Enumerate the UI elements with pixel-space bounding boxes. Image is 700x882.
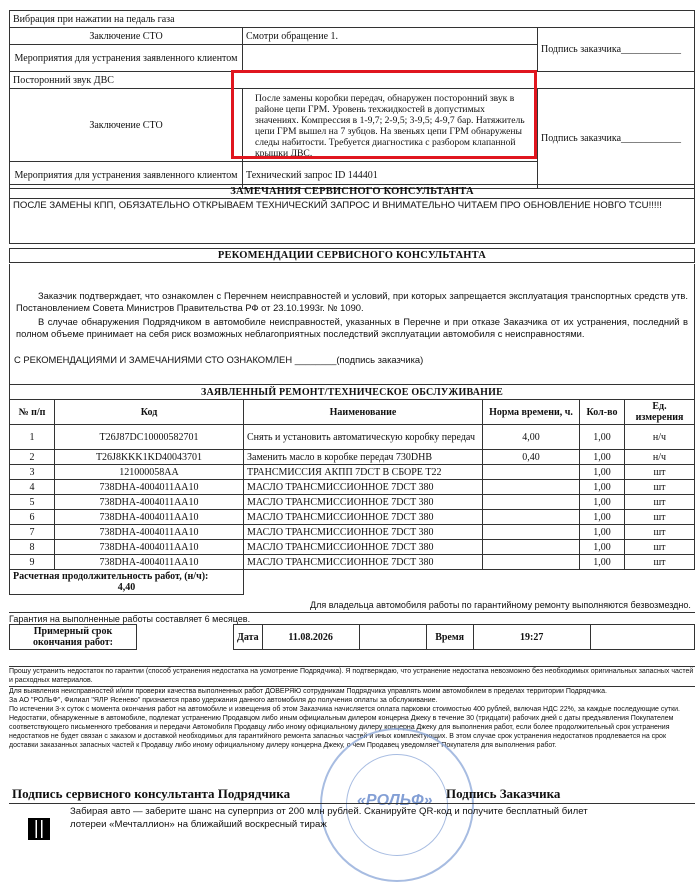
row-norm: 0,40 <box>483 450 580 465</box>
works-title: ЗАЯВЛЕННЫЙ РЕМОНТ/ТЕХНИЧЕСКОЕ ОБСЛУЖИВАНИЕ <box>10 385 695 400</box>
complaint-2: Посторонний звук ДВС <box>10 72 695 89</box>
row-code: T26J87DC10000582701 <box>55 425 244 450</box>
row-name: ТРАНСМИССИЯ АКПП 7DCT В СБОРЕ T22 <box>244 465 483 480</box>
table-row <box>10 495 695 510</box>
row-name: МАСЛО ТРАНСМИССИОННОЕ 7DCT 380 <box>244 555 483 570</box>
sign-line: ____________ <box>621 133 682 144</box>
table-row <box>10 480 695 495</box>
row-qty: 1,00 <box>580 425 625 450</box>
row-name: МАСЛО ТРАНСМИССИОННОЕ 7DCT 380 <box>244 480 483 495</box>
row-code: 738DHA-4004011AA10 <box>55 480 244 495</box>
row-code: 121000058AA <box>55 465 244 480</box>
conclusion-label-1: Заключение СТО <box>10 28 243 45</box>
row-num: 7 <box>10 525 55 540</box>
row-qty: 1,00 <box>580 510 625 525</box>
works-header-row <box>10 400 695 425</box>
row-qty: 1,00 <box>580 495 625 510</box>
table-row <box>10 555 695 570</box>
guarantee-note: Гарантия на выполненные работы составляет 6 месяцев. <box>9 612 695 624</box>
conclusion-label-2: Заключение СТО <box>10 89 243 162</box>
customer-sign-label: Подпись заказчика <box>541 44 622 55</box>
remarks-section <box>9 184 695 244</box>
row-unit: н/ч <box>625 450 695 465</box>
recommendations-title: РЕКОМЕНДАЦИИ СЕРВИСНОГО КОНСУЛЬТАНТА <box>10 249 695 263</box>
row-name: Снять и установить автоматическую коробку передач <box>244 425 483 450</box>
fine-print-3: За АО "РОЛЬФ", Филиал "ЯЛР Ясенево" признается право удержания данного автомобиля до получения оплаты за обслуживание. <box>9 697 438 704</box>
sign-line: ____________ <box>621 44 682 55</box>
table-row <box>10 525 695 540</box>
row-unit: шт <box>625 540 695 555</box>
col-header-qty: Кол-во <box>580 400 625 425</box>
customer-sign-1 <box>538 28 695 72</box>
signature-divider <box>9 803 695 804</box>
customer-sign-2 <box>538 89 695 189</box>
complaint-1: Вибрация при нажатии на педаль газа <box>10 11 695 28</box>
col-header-num: № п/п <box>10 400 55 425</box>
row-name: Заменить масло в коробке передач 730DHB <box>244 450 483 465</box>
row-num: 9 <box>10 555 55 570</box>
row-name: МАСЛО ТРАНСМИССИОННОЕ 7DCT 380 <box>244 510 483 525</box>
row-norm <box>483 510 580 525</box>
time-value: 19:27 <box>473 625 590 650</box>
col-header-unit: Ед. измерения <box>625 400 695 425</box>
row-qty: 1,00 <box>580 465 625 480</box>
recommendations-body <box>9 264 695 384</box>
conclusion-value-1: Смотри обращение 1. <box>243 28 538 45</box>
completion-table <box>9 624 695 650</box>
row-code: 738DHA-4004011AA10 <box>55 555 244 570</box>
row-qty: 1,00 <box>580 540 625 555</box>
duration-value: 4,40 <box>117 582 136 593</box>
recommendations-para-2: В случае обнаружения Подрядчиком в автомобиле неисправностей, указанных в Перечне и при отказе Заказчика от их устранения, последний в полном объеме принимает на себя риск возможных неблагоприятных последствий эксплуатации автомобиля с неисправностями. <box>16 316 688 339</box>
conclusion-value-2: После замены коробки передач, обнаружен посторонний звук в районе цепи ГРМ. Уровень техжидкостей в допустимых значениях. Компрессия в 1-9,7; 2-9,5; 3-9,5; 4-9,7 бар. Натяжитель цепи ГРМ вышел на 7 зубцов. На звеньях цепи ГРМ обнаружены следы набитости. Требуется диагностика с разбором клапанной крышки ДВС. <box>243 89 538 162</box>
date-value: 11.08.2026 <box>262 625 359 650</box>
row-num: 2 <box>10 450 55 465</box>
row-unit: шт <box>625 555 695 570</box>
fine-print-2: Для выявления неисправностей и/или проверки качества выполненных работ ДОВЕРЯЮ сотрудникам Подрядчика управлять моим автомобилем в пределах территории Подрядчика. <box>9 688 607 695</box>
row-name: МАСЛО ТРАНСМИССИОННОЕ 7DCT 380 <box>244 495 483 510</box>
row-qty: 1,00 <box>580 555 625 570</box>
row-unit: н/ч <box>625 425 695 450</box>
row-num: 6 <box>10 510 55 525</box>
row-code: 738DHA-4004011AA10 <box>55 540 244 555</box>
row-qty: 1,00 <box>580 480 625 495</box>
row-unit: шт <box>625 525 695 540</box>
highlight-box <box>231 70 537 159</box>
row-norm: 4,00 <box>483 425 580 450</box>
duration-label: Расчетная продолжительность работ, (н/ч): <box>13 571 209 582</box>
table-row <box>10 465 695 480</box>
measures-label-1: Мероприятия для устранения заявленного клиентом <box>10 45 243 72</box>
promo-line-2: лотереи «Мечталлион» на ближайший воскресный тираж <box>70 819 327 830</box>
row-norm <box>483 480 580 495</box>
remarks-text: ПОСЛЕ ЗАМЕНЫ КПП, ОБЯЗАТЕЛЬНО ОТКРЫВАЕМ ТЕХНИЧЕСКИЙ ЗАПРОС И ВНИМАТЕЛЬНО ЧИТАЕМ ПРО ОБНОВЛЕНИЕ НОВГО TCU!!!!! <box>10 199 695 244</box>
qr-code-icon[interactable] <box>28 818 50 840</box>
fine-print-4: По истечении 3-х суток с момента окончания работ на автомобиле и извещения об этом Заказчика начисляется оплата парковки стоимостью 400 рублей, включая НДС 22%, за каждые последующие сутки. <box>9 706 680 713</box>
row-name: МАСЛО ТРАНСМИССИОННОЕ 7DCT 380 <box>244 540 483 555</box>
recommendations-section <box>9 248 695 263</box>
completion-label: Примерный срок окончания работ: <box>10 625 137 650</box>
row-norm <box>483 465 580 480</box>
row-norm <box>483 525 580 540</box>
row-unit: шт <box>625 495 695 510</box>
row-norm <box>483 540 580 555</box>
col-header-code: Код <box>55 400 244 425</box>
row-num: 4 <box>10 480 55 495</box>
row-norm <box>483 495 580 510</box>
col-header-norm: Норма времени, ч. <box>483 400 580 425</box>
row-name: МАСЛО ТРАНСМИССИОННОЕ 7DCT 380 <box>244 525 483 540</box>
fine-print <box>9 666 695 750</box>
duration-row <box>10 570 695 595</box>
duration-cell <box>10 570 244 595</box>
row-qty: 1,00 <box>580 525 625 540</box>
works-table <box>9 384 695 595</box>
table-row <box>10 540 695 555</box>
agreement-sign: ________(подпись заказчика) <box>294 354 424 365</box>
table-row <box>10 450 695 465</box>
row-code: 738DHA-4004011AA10 <box>55 525 244 540</box>
works-rows <box>10 425 695 570</box>
remarks-title: ЗАМЕЧАНИЯ СЕРВИСНОГО КОНСУЛЬТАНТА <box>10 185 695 199</box>
stamp-text: «РОЛЬФ» <box>357 792 433 809</box>
row-unit: шт <box>625 510 695 525</box>
row-num: 3 <box>10 465 55 480</box>
col-header-name: Наименование <box>244 400 483 425</box>
measures-value-1 <box>243 45 538 72</box>
row-num: 1 <box>10 425 55 450</box>
row-qty: 1,00 <box>580 450 625 465</box>
row-code: 738DHA-4004011AA10 <box>55 495 244 510</box>
time-label: Время <box>426 625 473 650</box>
agreement-text: С РЕКОМЕНДАЦИЯМИ И ЗАМЕЧАНИЯМИ СТО ОЗНАКОМЛЕН <box>14 354 293 365</box>
promo-line-1: Забирая авто — заберите шанс на суперприз от 200 млн рублей. Сканируйте QR-код и получите бесплатный билет <box>70 806 588 817</box>
measures-value-2: Технический запрос ID 144401 <box>243 162 538 189</box>
row-unit: шт <box>625 480 695 495</box>
row-norm <box>483 555 580 570</box>
row-code: 738DHA-4004011AA10 <box>55 510 244 525</box>
fine-print-5: Недостатки, обнаруженные в автомобиле, подлежат устранению Продавцом либо иным официальным дилером концерна Джеку в течение 30 (тридцати) рабочих дней с даты предъявления Покупателем соответствующего письменного требования и передачи Автомобиля Продавцу либо иному официальному дилеру концерна Джеку для выполнения работ, если более продолжительный срок устранения недостатков не будет связан с заказом и доставкой необходимых для гарантийного ремонта запасных частей и иных комплектующих. В этом случае срок устранения недостатков продлевается на срок доставки заказанных запасных частей к Продавцу либо иному официальному дилеру концерна Джеку, о чем Продавец уведомляет Покупателя для выполнения работ. <box>9 715 674 749</box>
row-unit: шт <box>625 465 695 480</box>
customer-sign-label: Подпись заказчика <box>541 133 622 144</box>
row-num: 8 <box>10 540 55 555</box>
agreement-line <box>14 354 690 365</box>
recommendations-para-1: Заказчик подтверждает, что ознакомлен с Перечнем неисправностей и условий, при которых запрещается эксплуатация транспортных средств утв. Постановлением Совета Министров Правительства РФ от 23.10.1993г. № 1090. <box>16 290 688 313</box>
contractor-signature-label: Подпись сервисного консультанта Подрядчика <box>12 786 291 801</box>
row-code: T26J8KKK1KD40043701 <box>55 450 244 465</box>
table-row <box>10 425 695 450</box>
measures-label-2: Мероприятия для устранения заявленного клиентом <box>10 162 243 189</box>
date-label: Дата <box>234 625 263 650</box>
company-stamp <box>320 728 474 882</box>
fine-print-1: Прошу устранить недостаток по гарантии (способ устранения недостатка на усмотрение Подрядчика). Я подтверждаю, что устранение недостатка невозможно без необходимых оригинальных запасных частей и расходных материалов. <box>9 667 695 687</box>
warranty-note: Для владельца автомобиля работы по гарантийному ремонту выполняются безвозмездно. <box>310 600 691 610</box>
table-row <box>10 510 695 525</box>
customer-signature-label: Подпись Заказчика <box>446 786 561 801</box>
row-num: 5 <box>10 495 55 510</box>
